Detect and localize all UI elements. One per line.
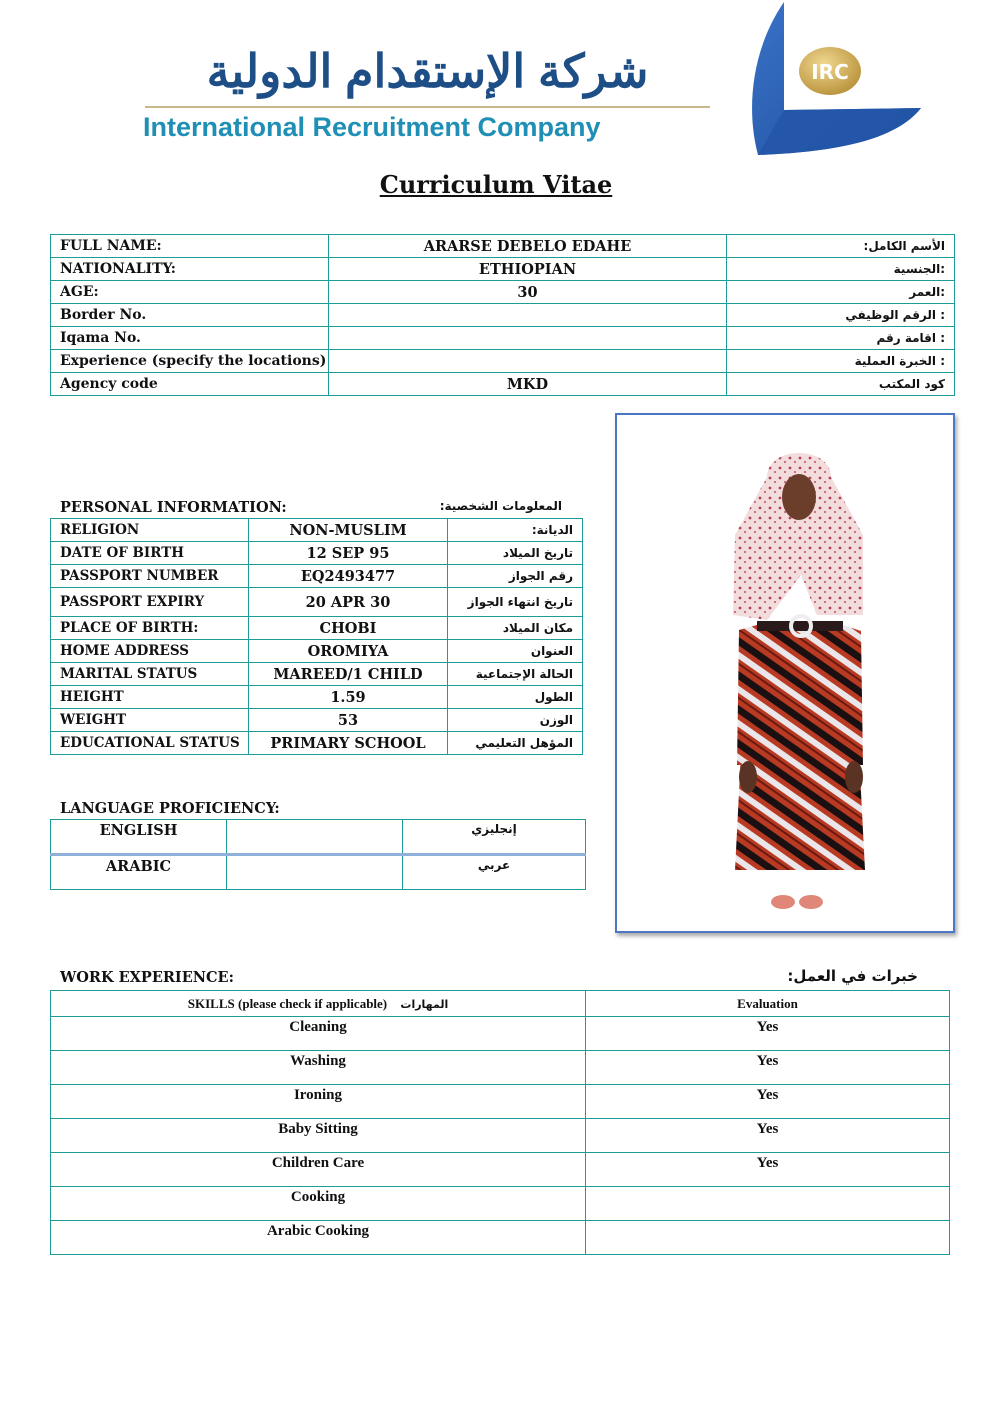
field-label: FULL NAME:	[51, 235, 329, 258]
work-experience-heading-ar: خبرات في العمل:	[787, 967, 918, 985]
personal-label: DATE OF BIRTH	[51, 542, 249, 565]
field-label: NATIONALITY:	[51, 258, 329, 281]
field-label-ar: : الخبرة العملية	[727, 350, 955, 373]
main-info-row	[51, 258, 955, 281]
personal-value: OROMIYA	[249, 640, 448, 663]
personal-info-row	[51, 640, 583, 663]
language-level[interactable]	[227, 820, 403, 855]
main-info-row	[51, 235, 955, 258]
personal-label: PASSPORT EXPIRY	[51, 588, 249, 617]
personal-label-ar: الديانة:	[448, 519, 583, 542]
skill-name: Washing	[51, 1051, 586, 1085]
field-label-ar: كود المكتب	[727, 373, 955, 396]
skill-name: Arabic Cooking	[51, 1221, 586, 1255]
field-label-ar: : الرقم الوظيفي	[727, 304, 955, 327]
skill-name: Cleaning	[51, 1017, 586, 1051]
skill-evaluation[interactable]	[586, 1221, 950, 1255]
personal-info-heading: PERSONAL INFORMATION:	[60, 499, 287, 516]
skill-row	[51, 1017, 950, 1051]
language-row	[51, 820, 586, 855]
language-row	[51, 855, 586, 890]
skill-row	[51, 1085, 950, 1119]
language-name-ar: إنجليزي	[403, 820, 586, 855]
personal-label: RELIGION	[51, 519, 249, 542]
skill-name: Ironing	[51, 1085, 586, 1119]
main-info-row	[51, 281, 955, 304]
skill-row	[51, 1153, 950, 1187]
personal-info-row	[51, 519, 583, 542]
main-info-row	[51, 304, 955, 327]
personal-label: EDUCATIONAL STATUS	[51, 732, 249, 755]
field-label: AGE:	[51, 281, 329, 304]
skill-row	[51, 1221, 950, 1255]
language-heading: LANGUAGE PROFICIENCY:	[60, 800, 280, 817]
personal-info-row	[51, 542, 583, 565]
skill-row	[51, 1119, 950, 1153]
field-value: 30	[329, 281, 727, 304]
personal-value: PRIMARY SCHOOL	[249, 732, 448, 755]
personal-label-ar: مكان الميلاد	[448, 617, 583, 640]
company-name-arabic: شركة الإستقدام الدولية	[206, 45, 649, 97]
skill-row	[51, 1187, 950, 1221]
skills-header-row	[51, 991, 950, 1017]
person-photo-illustration	[617, 415, 953, 931]
page-title: Curriculum Vitae	[379, 170, 613, 199]
irc-logo-mark	[726, 0, 926, 160]
skill-evaluation[interactable]: Yes	[586, 1017, 950, 1051]
skills-table	[50, 990, 950, 1255]
skill-evaluation[interactable]: Yes	[586, 1119, 950, 1153]
main-info-row	[51, 327, 955, 350]
personal-label-ar: تاريخ انتهاء الجواز	[448, 588, 583, 617]
field-value: MKD	[329, 373, 727, 396]
work-experience-heading: WORK EXPERIENCE:	[60, 969, 234, 986]
language-level[interactable]	[227, 855, 403, 890]
personal-label-ar: رقم الجواز	[448, 565, 583, 588]
personal-label-ar: الطول	[448, 686, 583, 709]
personal-info-row	[51, 732, 583, 755]
field-label-ar: الأسم الكامل:	[727, 235, 955, 258]
personal-info-row	[51, 565, 583, 588]
skill-evaluation[interactable]: Yes	[586, 1153, 950, 1187]
personal-info-row	[51, 617, 583, 640]
skill-evaluation[interactable]: Yes	[586, 1051, 950, 1085]
field-label-ar: :العمر	[727, 281, 955, 304]
field-value: ETHIOPIAN	[329, 258, 727, 281]
personal-label: HEIGHT	[51, 686, 249, 709]
personal-label: PASSPORT NUMBER	[51, 565, 249, 588]
main-info-row	[51, 373, 955, 396]
personal-label: MARITAL STATUS	[51, 663, 249, 686]
personal-value: EQ2493477	[249, 565, 448, 588]
field-value	[329, 350, 727, 373]
personal-value: CHOBI	[249, 617, 448, 640]
field-label: Border No.	[51, 304, 329, 327]
personal-info-row	[51, 686, 583, 709]
personal-value: 12 SEP 95	[249, 542, 448, 565]
language-name: ARABIC	[51, 855, 227, 890]
skills-header-cell	[51, 991, 586, 1017]
language-name-ar: عربي	[403, 855, 586, 890]
personal-info-row	[51, 663, 583, 686]
language-name: ENGLISH	[51, 820, 227, 855]
skill-row	[51, 1051, 950, 1085]
personal-value: 1.59	[249, 686, 448, 709]
logo-divider	[145, 106, 710, 108]
personal-value: 53	[249, 709, 448, 732]
skills-header-label: SKILLS (please check if applicable)	[187, 995, 388, 1011]
field-value	[329, 327, 727, 350]
field-label-ar: :الجنسية	[727, 258, 955, 281]
main-info-table	[50, 234, 955, 396]
personal-label-ar: المؤهل التعليمي	[448, 732, 583, 755]
field-label-ar: : اقامة رقم	[727, 327, 955, 350]
personal-label: HOME ADDRESS	[51, 640, 249, 663]
field-label: Experience (specify the locations)	[51, 350, 329, 373]
personal-value: MAREED/1 CHILD	[249, 663, 448, 686]
personal-info-heading-ar: المعلومات الشخصية:	[439, 499, 562, 513]
personal-label: WEIGHT	[51, 709, 249, 732]
field-label: Agency code	[51, 373, 329, 396]
language-table	[50, 819, 586, 890]
personal-value: NON-MUSLIM	[249, 519, 448, 542]
personal-label-ar: العنوان	[448, 640, 583, 663]
field-value	[329, 304, 727, 327]
personal-info-row	[51, 588, 583, 617]
skill-name: Cooking	[51, 1187, 586, 1221]
skill-evaluation[interactable]: Yes	[586, 1085, 950, 1119]
skill-name: Children Care	[51, 1153, 586, 1187]
field-label: Iqama No.	[51, 327, 329, 350]
main-info-row	[51, 350, 955, 373]
evaluation-header: Evaluation	[586, 991, 950, 1017]
personal-value: 20 APR 30	[249, 588, 448, 617]
irc-badge-text: IRC	[811, 60, 849, 84]
personal-info-table	[50, 518, 583, 755]
personal-label-ar: الوزن	[448, 709, 583, 732]
personal-label: PLACE OF BIRTH:	[51, 617, 249, 640]
personal-info-row	[51, 709, 583, 732]
skills-header-label-ar: المهارات	[400, 997, 449, 1011]
field-value: ARARSE DEBELO EDAHE	[329, 235, 727, 258]
company-name-english: International Recruitment Company	[143, 112, 601, 142]
personal-label-ar: تاريخ الميلاد	[448, 542, 583, 565]
candidate-photo	[615, 413, 955, 933]
skill-name: Baby Sitting	[51, 1119, 586, 1153]
personal-label-ar: الحالة الإجتماعية	[448, 663, 583, 686]
skill-evaluation[interactable]	[586, 1187, 950, 1221]
